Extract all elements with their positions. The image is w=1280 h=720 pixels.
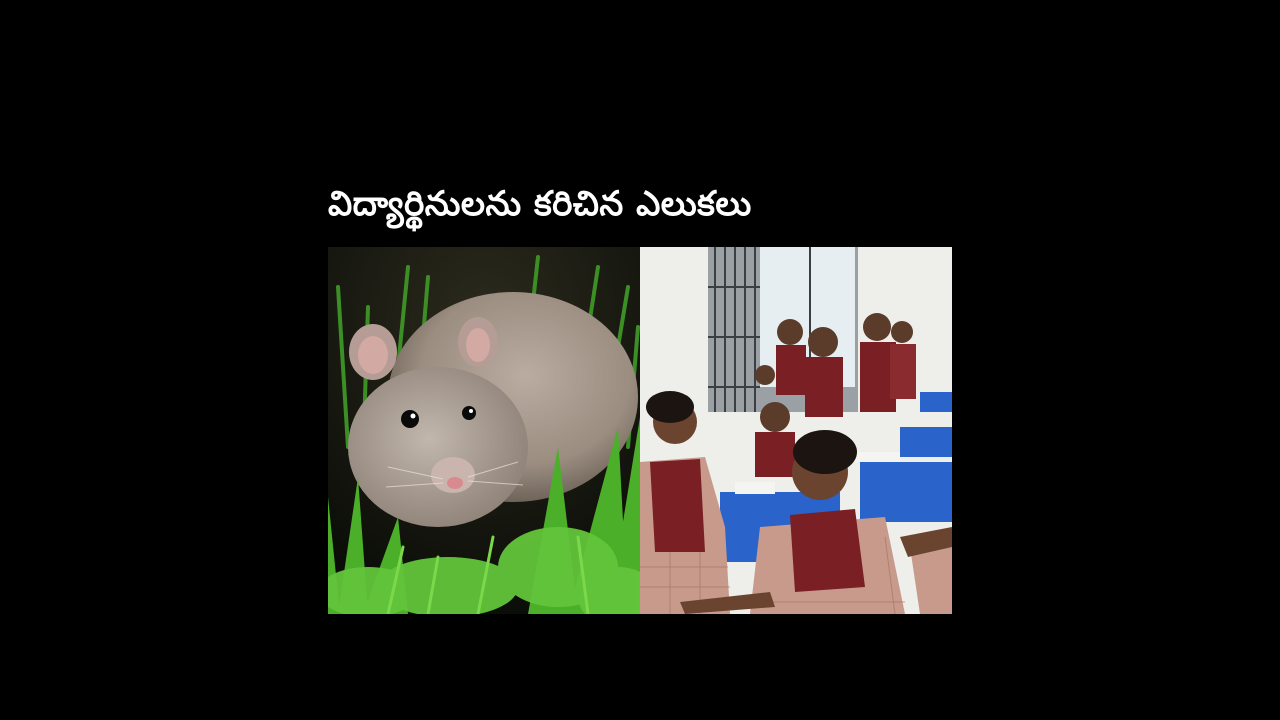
composite-photo bbox=[328, 247, 952, 614]
rat-photo bbox=[328, 247, 640, 614]
headline: విద్యార్థినులను కరిచిన ఎలుకలు bbox=[328, 184, 752, 224]
classroom-photo bbox=[640, 247, 952, 614]
classroom-illustration bbox=[640, 247, 952, 614]
rat-illustration bbox=[328, 247, 640, 614]
